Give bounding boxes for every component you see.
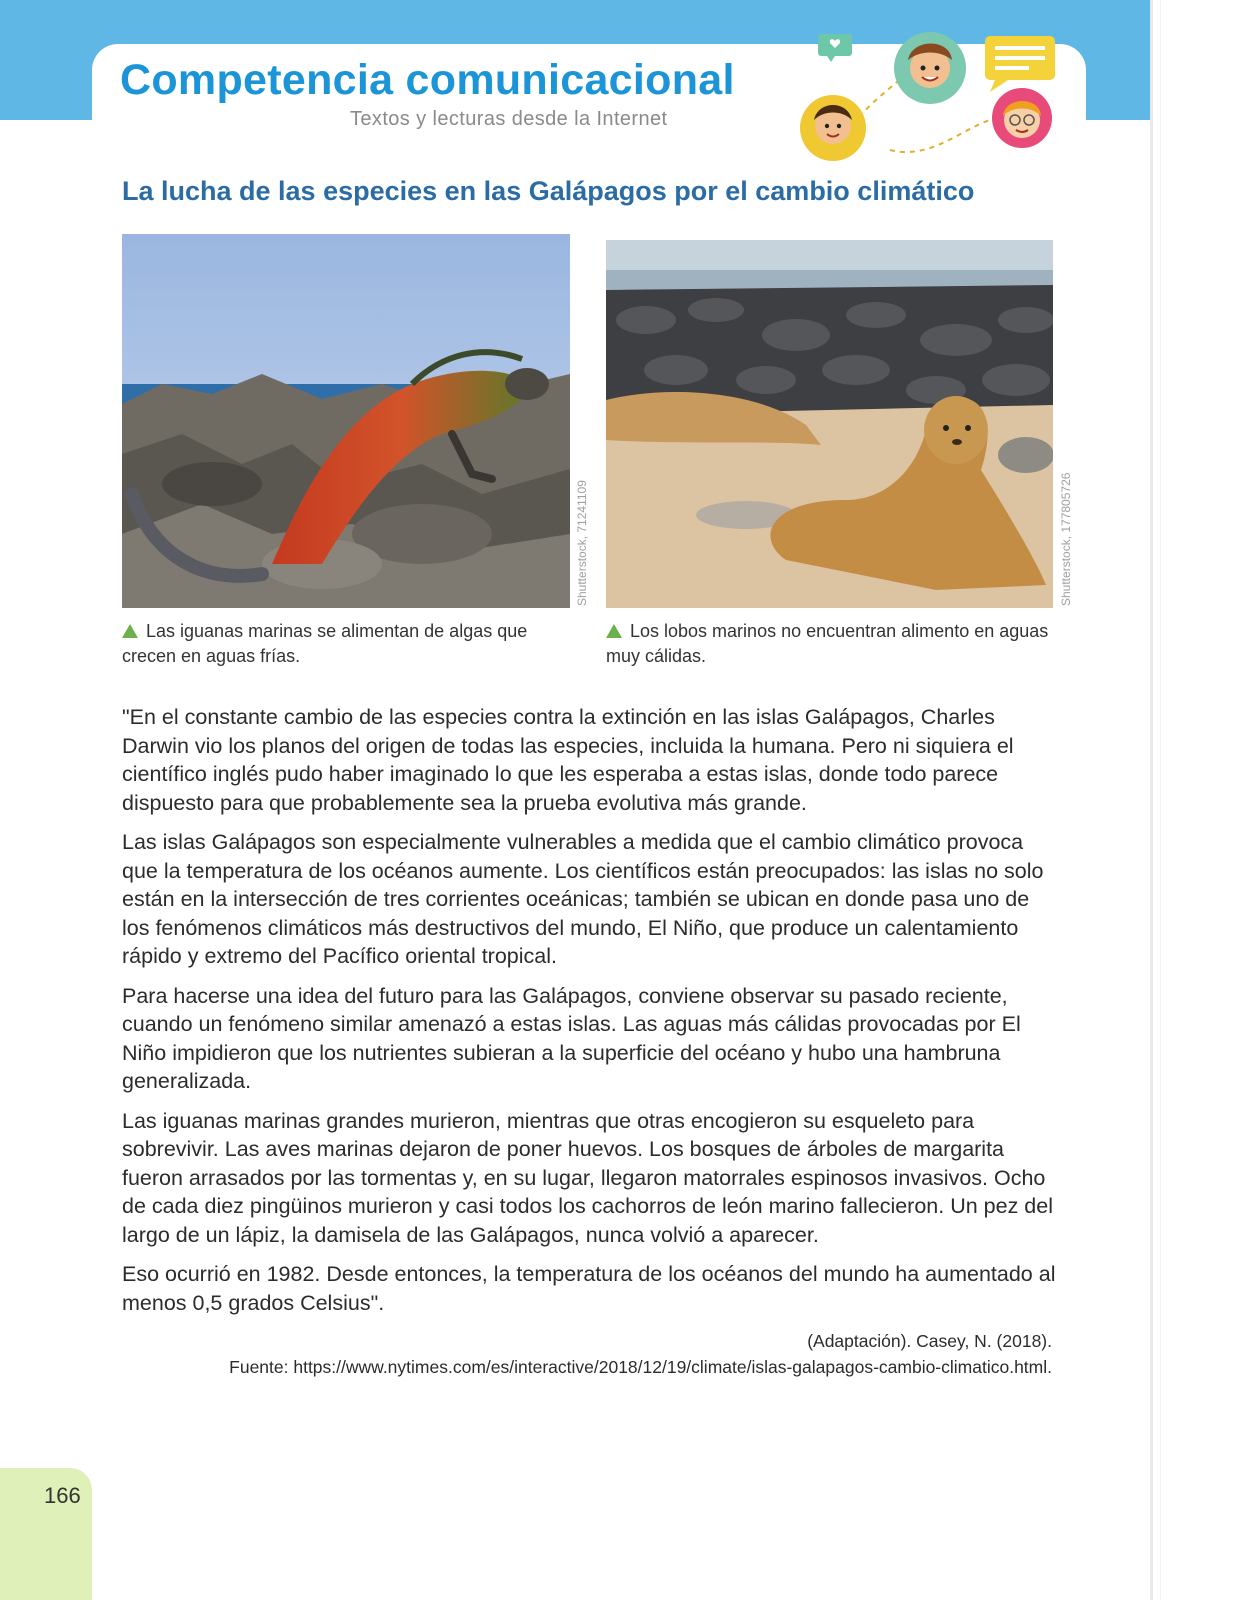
article-paragraph: Para hacerse una idea del futuro para las Galápagos, conviene observar su pasado reciente, cuando un fenómeno similar amenazó a estas islas. Las aguas más cálidas provocadas por El Niño impidieron que los nutrientes subieran a la superficie del océano y hubo una hambruna generalizada. <box>122 983 1021 1093</box>
kids-illustration <box>800 30 1090 170</box>
source-url[interactable]: Fuente: https://www.nytimes.com/es/interactive/2018/12/19/climate/islas-galapagos-cambio-climatico.html. <box>229 1357 1052 1377</box>
caption-text: Las iguanas marinas se alimentan de algas que crecen en aguas frías. <box>122 621 528 666</box>
kid-avatar-icon <box>894 32 966 104</box>
triangle-bullet-icon <box>122 624 138 638</box>
page-edge-shadow <box>1160 0 1161 1600</box>
kid-avatar-icon <box>992 88 1052 148</box>
section-title: Competencia comunicacional <box>120 56 735 104</box>
photo-caption <box>122 619 542 669</box>
photo-iguana <box>122 234 570 608</box>
caption-text: Los lobos marinos no encuentran alimento en aguas muy cálidas. <box>606 621 1049 666</box>
article-paragraph: Eso ocurrió en 1982. Desde entonces, la temperatura de los océanos del mundo ha aumentado al menos 0,5 grados Celsius". <box>122 1262 1056 1315</box>
citation-text: (Adaptación). Casey, N. (2018). <box>807 1331 1052 1351</box>
photo-credit: Shutterstock, 71241109 <box>575 480 589 606</box>
chat-bubble-heart-icon <box>818 34 852 62</box>
article-body <box>122 703 1060 1328</box>
page-edge <box>1150 0 1153 1600</box>
photo-caption <box>606 619 1056 669</box>
chat-bubble-lines-icon <box>985 36 1055 92</box>
photo-sea-lions <box>606 240 1053 608</box>
kid-avatar-icon <box>800 95 866 161</box>
article-paragraph: "En el constante cambio de las especies contra la extinción en las islas Galápagos, Charles Darwin vio los planos del origen de todas las especies, incluida la humana. Pero ni siquiera el científico inglés pudo haber imaginado lo que les esperaba a estas islas, donde todo parece dispuesto para que probablemente sea la prueba evolutiva más grande. <box>122 705 1014 815</box>
article-paragraph: Las iguanas marinas grandes murieron, mientras que otras encogieron su esqueleto para sobrevivir. Las aves marinas dejaron de poner huevos. Los bosques de árboles de margarita fueron arrasados por las tormentas y, en su lugar, llegaron matorrales espinosos invasivos. Ocho de cada diez pingüinos murieron y casi todos los cachorros de león marino fallecieron. Un pez del largo de un lápiz, la damisela de las Galápagos, nunca volvió a aparecer. <box>122 1108 1053 1247</box>
section-subtitle: Textos y lecturas desde la Internet <box>350 108 668 130</box>
page-number: 166 <box>44 1483 81 1508</box>
article-title: La lucha de las especies en las Galápagos por el cambio climático <box>122 176 975 206</box>
photo-credit: Shutterstock, 177805726 <box>1059 472 1073 606</box>
triangle-bullet-icon <box>606 624 622 638</box>
article-paragraph: Las islas Galápagos son especialmente vulnerables a medida que el cambio climático provoca que la temperatura de los océanos aumente. Los científicos están preocupados: las islas no solo están en la intersección de tres corrientes oceánicas; también se ubican en donde pasa uno de los fenómenos climáticos más destructivos del mundo, El Niño, que produce un calentamiento rápido y extremo del Pacífico oriental tropical. <box>122 830 1044 968</box>
source-citation <box>229 1328 1052 1380</box>
